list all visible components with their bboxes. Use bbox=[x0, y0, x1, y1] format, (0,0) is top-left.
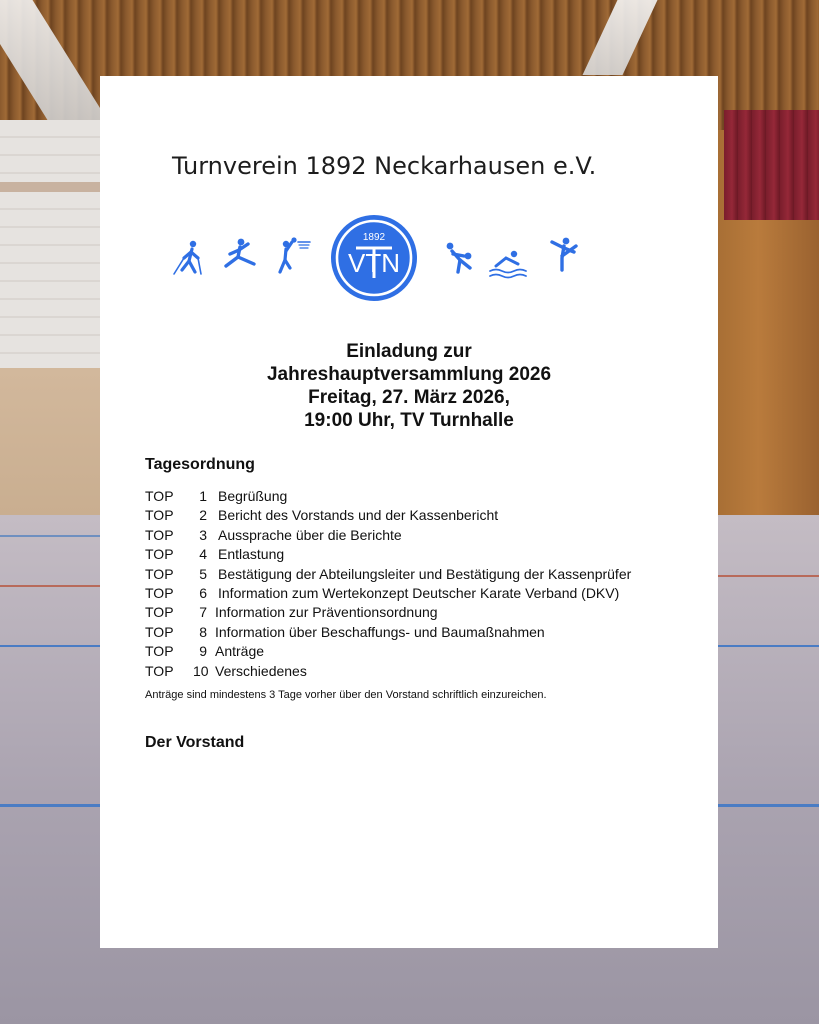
agenda-item-text: Begrüßung bbox=[218, 488, 288, 504]
submission-note: Anträge sind mindestens 3 Tage vorher über den Vorstand schriftlich einzureichen. bbox=[145, 689, 547, 701]
agenda-item bbox=[145, 527, 705, 546]
stage-curtain bbox=[724, 110, 819, 220]
wall-panel bbox=[0, 368, 110, 516]
karate-icon bbox=[544, 234, 584, 274]
agenda-item-number: 5 bbox=[199, 565, 207, 582]
agenda-item-text: Verschiedenes bbox=[215, 662, 307, 679]
agenda-item-text: Bestätigung der Abteilungsleiter und Bestätigung der Kassenprüfer bbox=[218, 565, 632, 582]
agenda-item-number: 3 bbox=[199, 526, 207, 543]
agenda-item-label: TOP bbox=[145, 604, 174, 621]
volleyball-icon bbox=[440, 238, 480, 278]
agenda-item-number: 6 bbox=[199, 584, 207, 601]
floor-marking bbox=[718, 575, 819, 577]
agenda-heading: Tagesordnung bbox=[145, 456, 255, 473]
invitation-line-2: Jahreshauptversammlung 2026 bbox=[266, 364, 552, 385]
agenda-item bbox=[145, 643, 705, 662]
logo-letters: VTN bbox=[348, 248, 400, 278]
agenda-item-number: 10 bbox=[193, 662, 209, 679]
logo-year: 1892 bbox=[362, 232, 386, 243]
agenda-item-text: Information über Beschaffungs- und Baumaßnahmen bbox=[215, 623, 545, 640]
agenda-item-text: Aussprache über die Berichte bbox=[218, 526, 402, 543]
agenda-item bbox=[145, 604, 705, 623]
agenda-item bbox=[145, 507, 705, 526]
floor-marking bbox=[718, 645, 819, 647]
floor-marking bbox=[0, 535, 100, 537]
agenda-item-number: 1 bbox=[199, 488, 207, 504]
agenda-item-text: Anträge bbox=[215, 643, 265, 660]
agenda-item-text: Information zum Wertekonzept Deutscher Karate Verband (DKV) bbox=[218, 584, 620, 601]
agenda-item-number: 2 bbox=[199, 507, 207, 524]
agenda-item-number: 8 bbox=[199, 623, 207, 640]
agenda-item bbox=[145, 488, 705, 507]
invitation-title bbox=[100, 340, 718, 432]
agenda-item-label: TOP bbox=[145, 643, 174, 660]
agenda-item-number: 9 bbox=[199, 643, 207, 660]
agenda-item-label: TOP bbox=[145, 546, 174, 563]
nordic-walking-icon bbox=[168, 238, 208, 278]
agenda-list bbox=[145, 488, 705, 682]
agenda-item bbox=[145, 566, 705, 585]
agenda-item-text: Bericht des Vorstands und der Kassenbericht bbox=[218, 507, 499, 524]
logo-row bbox=[100, 214, 718, 304]
club-logo bbox=[330, 214, 418, 302]
basketball-icon bbox=[272, 236, 312, 276]
agenda-item bbox=[145, 546, 705, 565]
brick-wall bbox=[0, 120, 110, 370]
agenda-item-label: TOP bbox=[145, 507, 174, 524]
agenda-item bbox=[145, 663, 705, 682]
agenda-item-label: TOP bbox=[145, 526, 174, 543]
agenda-item-label: TOP bbox=[145, 584, 174, 601]
gymnastics-icon bbox=[220, 236, 260, 276]
agenda-item-text: Information zur Präventionsordnung bbox=[215, 604, 438, 621]
invitation-line-1: Einladung zur bbox=[346, 341, 472, 362]
agenda-item bbox=[145, 585, 705, 604]
agenda-item-label: TOP bbox=[145, 623, 174, 640]
agenda-item-number: 7 bbox=[199, 604, 207, 621]
wall-band bbox=[0, 182, 110, 192]
invitation-line-4: 19:00 Uhr, TV Turnhalle bbox=[304, 410, 514, 431]
invitation-document bbox=[100, 76, 718, 948]
club-name: Turnverein 1892 Neckarhausen e.V. bbox=[172, 152, 597, 180]
floor-marking bbox=[0, 645, 100, 647]
agenda-item bbox=[145, 624, 705, 643]
agenda-item-number: 4 bbox=[199, 546, 207, 563]
invitation-line-3: Freitag, 27. März 2026, bbox=[308, 387, 510, 408]
agenda-item-label: TOP bbox=[145, 565, 174, 582]
swimming-icon bbox=[488, 244, 528, 284]
floor-marking bbox=[0, 585, 100, 587]
agenda-item-label: TOP bbox=[145, 488, 174, 504]
signature: Der Vorstand bbox=[145, 734, 245, 751]
agenda-item-text: Entlastung bbox=[218, 546, 285, 563]
agenda-item-label: TOP bbox=[145, 662, 174, 679]
